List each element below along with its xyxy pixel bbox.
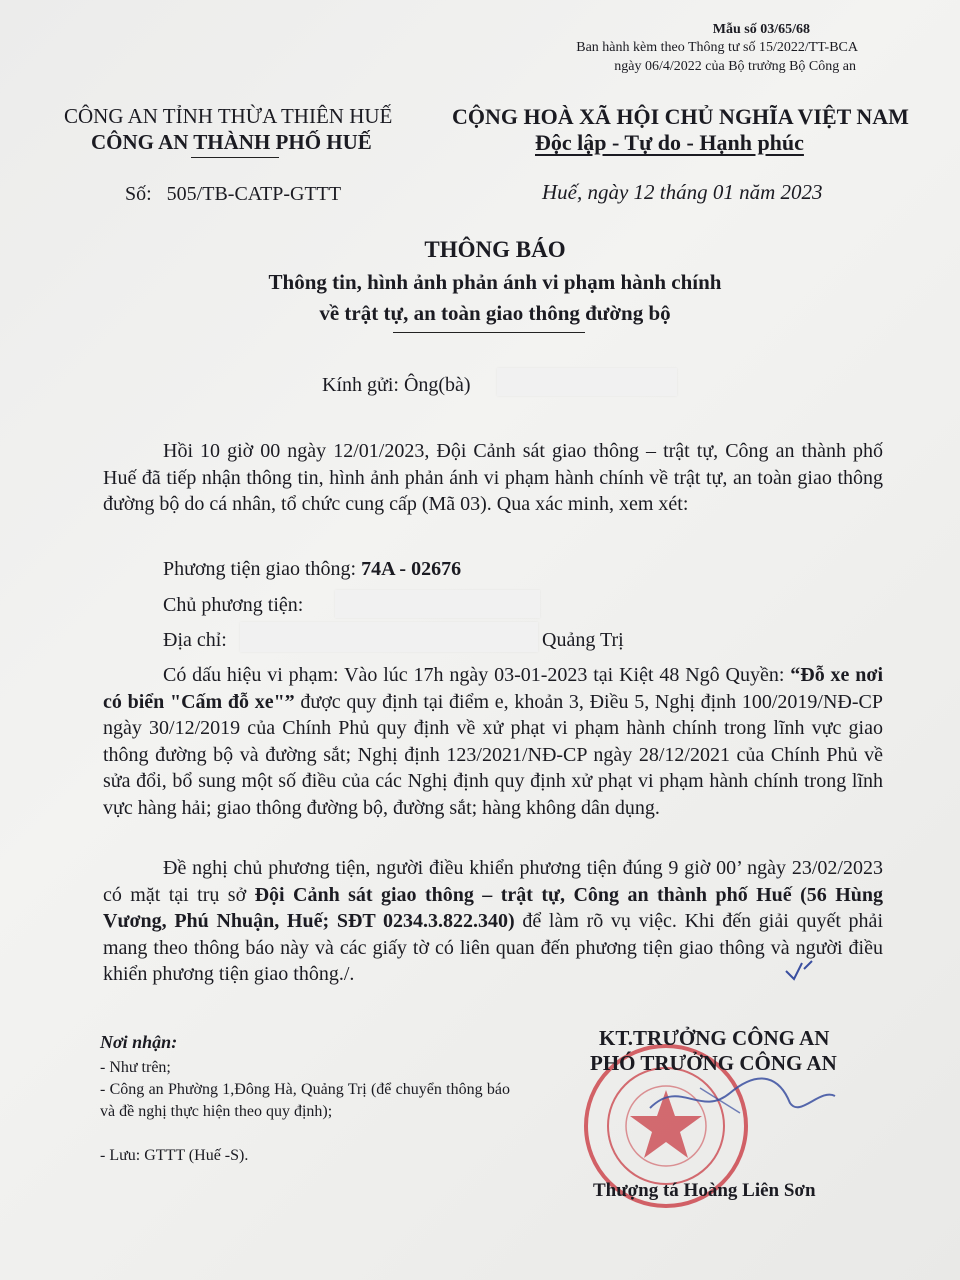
- checkmark-icon: [782, 955, 822, 983]
- recipient-item-2: - Công an Phường 1,Đông Hà, Quảng Trị (để chuyển thông báo và đề nghị thực hiện theo quy định);: [100, 1081, 510, 1120]
- recipient-item-1: - Như trên;: [100, 1059, 171, 1076]
- org-parent: CÔNG AN TỈNH THỪA THIÊN HUẾ: [64, 104, 393, 128]
- title-underline: [393, 332, 585, 333]
- form-issued-line-1: Ban hành kèm theo Thông tư số 15/2022/TT-BCA: [576, 40, 858, 55]
- intro-paragraph: Hồi 10 giờ 00 ngày 12/01/2023, Đội Cảnh sát giao thông – trật tự, Công an thành phố Huế đã tiếp nhận thông tin, hình ảnh phản ánh vi phạm hành chính về trật tự, an toàn giao thông đường bộ do cá nhân, tổ chức cung cấp (Mã 03). Qua xác minh, xem xét:: [103, 440, 883, 515]
- vehicle-line: [163, 556, 461, 582]
- form-number: Mẫu số 03/65/68: [712, 22, 810, 37]
- document-subtitle-line-2: về trật tự, an toàn giao thông đường bộ: [319, 301, 671, 325]
- address-label: Địa chỉ:: [163, 629, 227, 651]
- signature-title-1: KT.TRƯỞNG CÔNG AN: [599, 1026, 830, 1050]
- nation-heading: CỘNG HOÀ XÃ HỘI CHỦ NGHĨA VIỆT NAM: [452, 104, 909, 129]
- vehicle-label: Phương tiện giao thông:: [163, 558, 362, 580]
- form-issued-line-2: ngày 06/4/2022 của Bộ trưởng Bộ Công an: [614, 59, 856, 74]
- violation-prefix: Có dấu hiệu vi phạm: Vào lúc 17h ngày 03-01-2023 tại Kiệt 48 Ngô Quyền:: [163, 664, 785, 686]
- redacted-name: [497, 368, 677, 396]
- request-location: Đội Cảnh sát giao thông – trật tự, Công an thành phố Huế (56 Hùng Vương, Phú Nhuận, Huế; SĐT 0234.3.822.340): [103, 883, 883, 932]
- document-number: Số: 505/TB-CATP-GTTT: [125, 183, 342, 205]
- vehicle-plate: 74A - 02676: [361, 558, 462, 580]
- greeting: Kính gửi: Ông(bà): [322, 374, 471, 396]
- owner-label: Chủ phương tiện:: [163, 594, 304, 616]
- address-suffix: Quảng Trị: [542, 629, 624, 651]
- request-paragraph: [103, 855, 883, 988]
- violation-paragraph: [103, 662, 883, 821]
- org-name: CÔNG AN THÀNH PHỐ HUẾ: [91, 130, 372, 154]
- place-date: Huế, ngày 12 tháng 01 năm 2023: [542, 180, 823, 204]
- document-title: THÔNG BÁO: [424, 237, 566, 262]
- org-underline: [191, 157, 279, 158]
- handwritten-signature-icon: [640, 1068, 840, 1128]
- document-subtitle-line-1: Thông tin, hình ảnh phản ánh vi phạm hành chính: [268, 270, 722, 294]
- violation-type: “Đỗ xe nơi có biển "Cấm đỗ xe"”: [103, 664, 884, 713]
- recipient-item-3: - Lưu: GTTT (Huế -S).: [100, 1147, 249, 1164]
- redacted-address: [240, 622, 538, 652]
- redacted-owner: [335, 590, 540, 618]
- recipients-title: Nơi nhận:: [100, 1032, 178, 1052]
- request-prefix: Đề nghị chủ phương tiện, người điều khiển phương tiện đúng 9 giờ 00’ ngày 23/02/2023 có mặt tại trụ sở: [103, 857, 883, 906]
- request-rest: để làm rõ vụ việc. Khi đến giải quyết phải mang theo thông báo này và các giấy tờ có liên quan đến phương tiện giao thông và người điều khiển phương tiện giao thông./.: [103, 910, 883, 985]
- signer-name: Thượng tá Hoàng Liên Sơn: [593, 1180, 816, 1201]
- national-motto: Độc lập - Tự do - Hạnh phúc: [535, 130, 804, 155]
- signature-title-2: PHÓ TRƯỞNG CÔNG AN: [590, 1051, 837, 1075]
- violation-legal-basis: được quy định tại điểm e, khoản 3, Điều 5, Nghị định 100/2019/NĐ-CP ngày 30/12/2019 của Chính Phủ quy định về xử phạt vi phạm hành chính trong lĩnh vực giao thông đường bộ và đường sắt; Nghị định 123/2021/NĐ-CP ngày 28/12/2021 của Chính Phủ về sửa đổi, bổ sung một số điều của các Nghị định quy định xử phạt vi phạm hành chính trong lĩnh vực hàng hải; giao thông đường bộ, đường sắt; hàng không dân dụng.: [103, 690, 883, 819]
